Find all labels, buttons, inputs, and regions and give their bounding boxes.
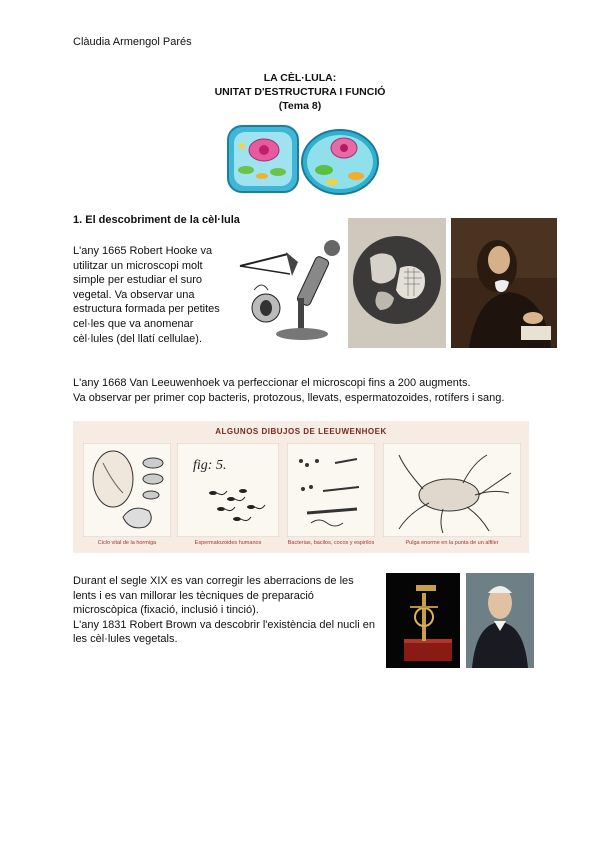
hooke-paragraph — [73, 244, 238, 346]
ant-life-cycle-drawing — [83, 443, 171, 537]
page-subtitle: UNITAT D'ESTRUCTURA I FUNCIÓ — [214, 86, 386, 98]
text-line: utilitzar un microscopi molt — [73, 259, 203, 272]
text-line: simple per estudiar el suro — [73, 274, 203, 287]
text-line: estructura formada per petites — [73, 303, 220, 316]
leeuwenhoek-drawings-figure — [73, 421, 529, 553]
flea-drawing — [383, 443, 521, 537]
text-line: cèl·lules (del llatí cellulae). — [73, 332, 202, 345]
hooke-portrait-image — [451, 218, 557, 348]
hooke-microscope-image — [236, 238, 344, 344]
brown-portrait-image — [466, 573, 534, 668]
topic-number: (Tema 8) — [278, 100, 322, 112]
text-line: L'any 1668 Van Leeuwenhoek va perfeccionar el microscopi fins a 200 augments. — [73, 377, 471, 389]
brown-microscope-image — [386, 573, 460, 668]
figure-caption: Pulga enorme en la punta de un alfiler — [405, 540, 499, 546]
nineteenth-century-paragraph — [73, 574, 383, 647]
figure-number-label: fig: 5. — [193, 458, 227, 473]
text-line: microscòpica (fixació, inclusió i tinció). — [73, 604, 259, 617]
text-line: Va observar per primer cop bacteris, protozous, llevats, espermatozoides, rotífers i sang. — [73, 391, 505, 404]
text-line: vegetal. Va observar una — [73, 288, 195, 301]
bacteria-drawing — [287, 443, 375, 537]
text-line: cel·les que va anomenar — [73, 317, 194, 330]
cork-cells-image — [348, 218, 446, 348]
leeuwenhoek-paragraph — [73, 376, 543, 405]
figure-caption: Espermatozoides humanos — [194, 540, 262, 546]
text-line: lents i es van millorar les tècniques de preparació — [73, 589, 314, 602]
section-heading: 1. El descobriment de la cèl·lula — [73, 214, 240, 226]
page-title: LA CÈL·LULA: — [263, 72, 337, 84]
figure-banner: ALGUNOS DIBUJOS DE LEEUWENHOEK — [215, 427, 387, 436]
figure-caption: Ciclo vital de la hormiga — [97, 540, 157, 546]
text-line: L'any 1831 Robert Brown va descobrir l'existència del nucli en — [73, 618, 375, 631]
text-line: les cèl·lules vegetals. — [73, 633, 178, 646]
figure-caption: Bacterias, bacilos, cocos y espirilos — [287, 540, 375, 546]
text-line: Durant el segle XIX es van corregir les aberracions de les — [73, 575, 354, 587]
text-line: L'any 1665 Robert Hooke va — [73, 245, 213, 257]
author-name: Clàudia Armengol Parés — [73, 36, 192, 48]
sperm-drawing — [177, 443, 279, 537]
cells-illustration — [222, 118, 382, 200]
